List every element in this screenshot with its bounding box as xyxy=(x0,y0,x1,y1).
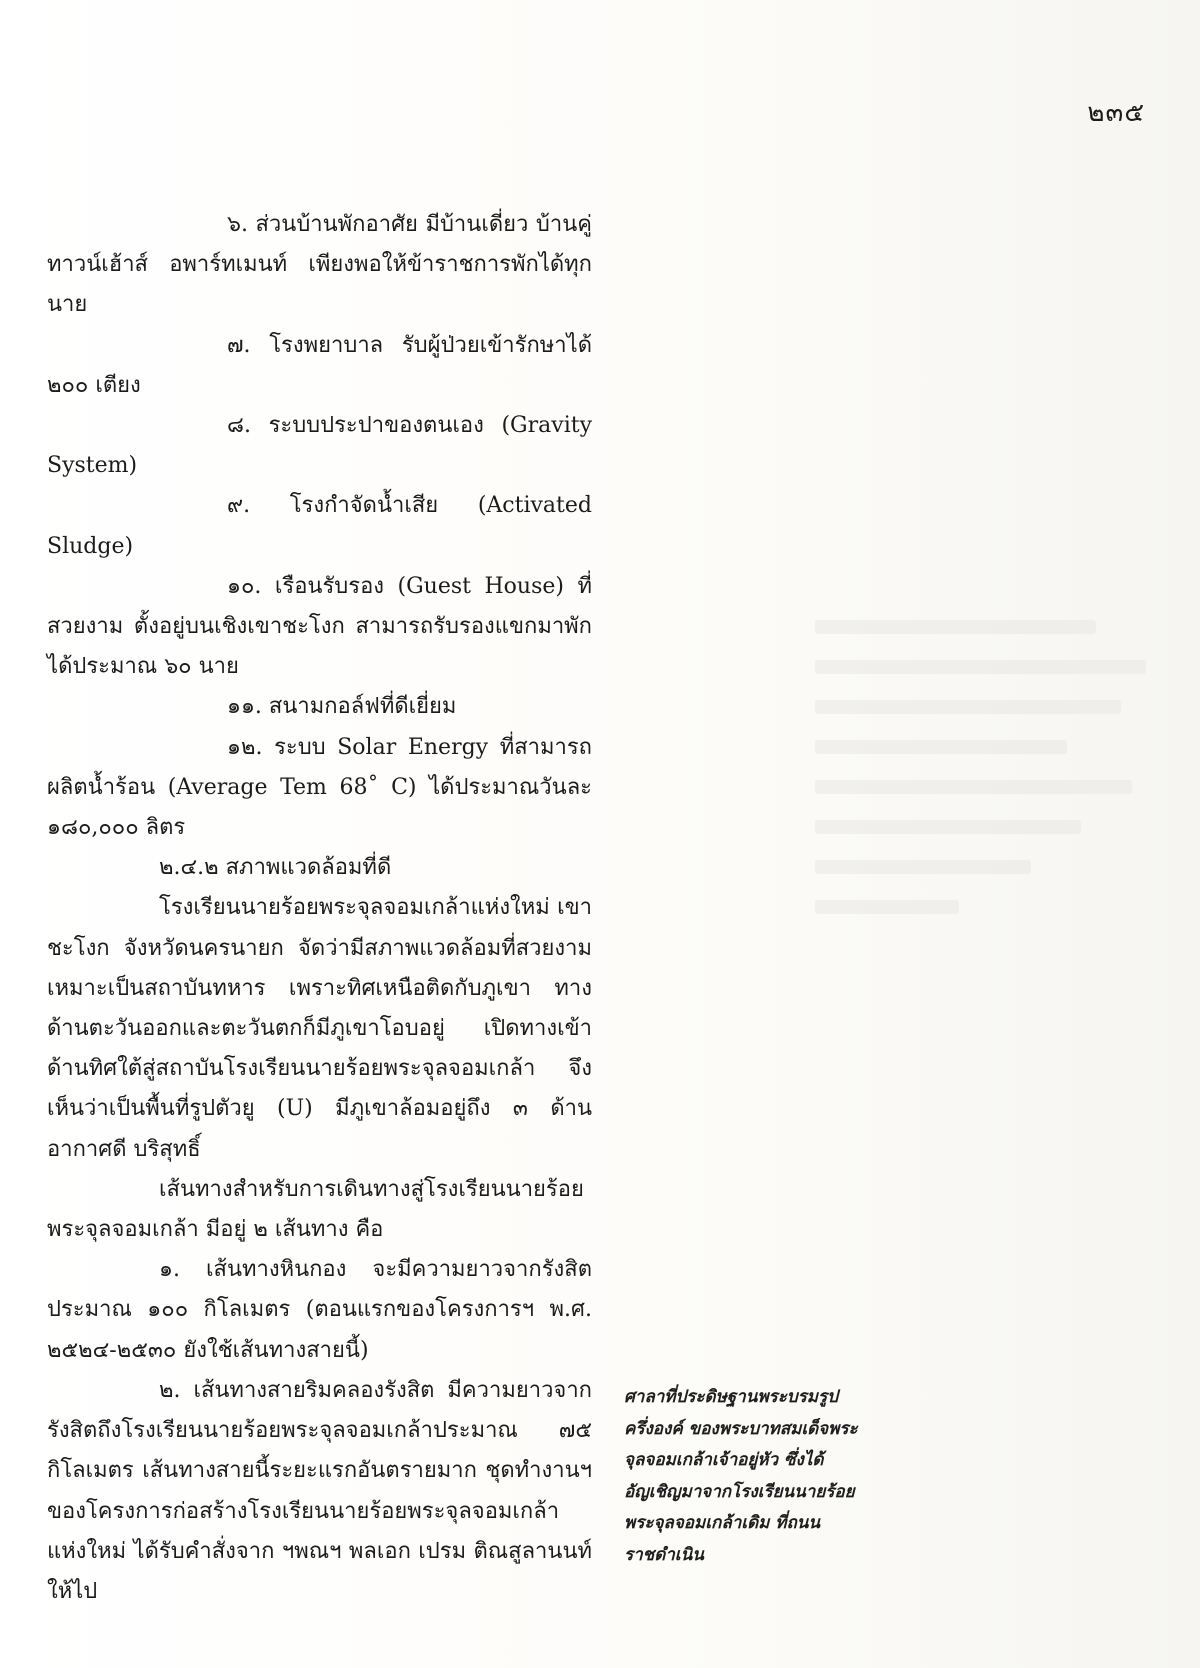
list-item-solar-energy: ๑๒. ระบบ Solar Energy ที่สามารถผลิตน้ำร้อน (Average Tem 68˚ C) ได้ประมาณวันละ ๑๘๐,๐๐๐ ลิตร xyxy=(47,734,592,841)
main-text-column xyxy=(47,205,592,1612)
list-item-housing: ๖. ส่วนบ้านพักอาศัย มีบ้านเดี่ยว บ้านคู่ ทาวน์เฮ้าส์ อพาร์ทเมนท์ เพียงพอให้ข้าราชการพักได้ทุกนาย xyxy=(47,212,592,318)
list-item-golf-course: ๑๑. สนามกอล์ฟที่ดีเยี่ยม xyxy=(227,694,457,720)
list-item-guest-house: ๑๐. เรือนรับรอง (Guest House) ที่สวยงาม ตั้งอยู่บนเชิงเขาชะโงก สามารถรับรองแขกมาพักได้ประมาณ ๖๐ นาย xyxy=(47,573,592,680)
paragraph-environment: โรงเรียนนายร้อยพระจุลจอมเกล้าแห่งใหม่ เขาชะโงก จังหวัดนครนายก จัดว่ามีสภาพแวดล้อมที่สวยงามเหมาะเป็นสถาบันทหาร เพราะทิศเหนือติดกับภูเขา ทางด้านตะวันออกและตะวันตกก็มีภูเขาโอบอยู่ เปิดทางเข้าด้านทิศใต้สู่สถาบันโรงเรียนนายร้อยพระจุลจอมเกล้า จึงเห็นว่าเป็นพื้นที่รูปตัวยู (U) มีภูเขาล้อมอยู่ถึง ๓ ด้าน อากาศดี บริสุทธิ์ xyxy=(47,895,592,1162)
list-item-hospital: ๗. โรงพยาบาล รับผู้ป่วยเข้ารักษาได้ ๒๐๐ เตียง xyxy=(47,332,592,398)
paragraph-routes-intro: เส้นทางสำหรับการเดินทางสู่โรงเรียนนายร้อยพระจุลจอมเกล้า มีอยู่ ๒ เส้นทาง คือ xyxy=(47,1176,584,1243)
show-through-image xyxy=(815,620,1175,1020)
photo-caption: ศาลาที่ประดิษฐานพระบรมรูปครึ่งองค์ ของพระบาทสมเด็จพระจุลจอมเกล้าเจ้าอยู่หัว ซึ่งได้อัญเชิญมาจากโรงเรียนนายร้อยพระจุลจอมเกล้าเดิม ที่ถนนราชดำเนิน xyxy=(624,1387,858,1565)
paragraph-route-2: ๒. เส้นทางสายริมคลองรังสิต มีความยาวจากรังสิตถึงโรงเรียนนายร้อยพระจุลจอมเกล้าประมาณ ๗๕ กิโลเมตร เส้นทางสายนี้ระยะแรกอันตรายมาก ชุดทำงานฯ ของโครงการก่อสร้างโรงเรียนนายร้อยพระจุลจอมเกล้าแห่งใหม่ ได้รับคำสั่งจาก ฯพณฯ พลเอก เปรม ติณสูลานนท์ ให้ไป xyxy=(47,1377,592,1604)
list-item-wastewater: ๙. โรงกำจัดน้ำเสีย (Activated Sludge) xyxy=(47,493,592,559)
list-item-water-supply: ๘. ระบบประปาของตนเอง (Gravity System) xyxy=(47,413,592,479)
paragraph-route-1: ๑. เส้นทางหินกอง จะมีความยาวจากรังสิตประมาณ ๑๐๐ กิโลเมตร (ตอนแรกของโครงการฯ พ.ศ. ๒๕๒๔-๒๕๓๐ ยังใช้เส้นทางสายนี้) xyxy=(47,1257,592,1363)
page-number: ๒๓๕ xyxy=(1087,98,1145,128)
section-heading: ๒.๔.๒ สภาพแวดล้อมที่ดี xyxy=(159,855,392,881)
